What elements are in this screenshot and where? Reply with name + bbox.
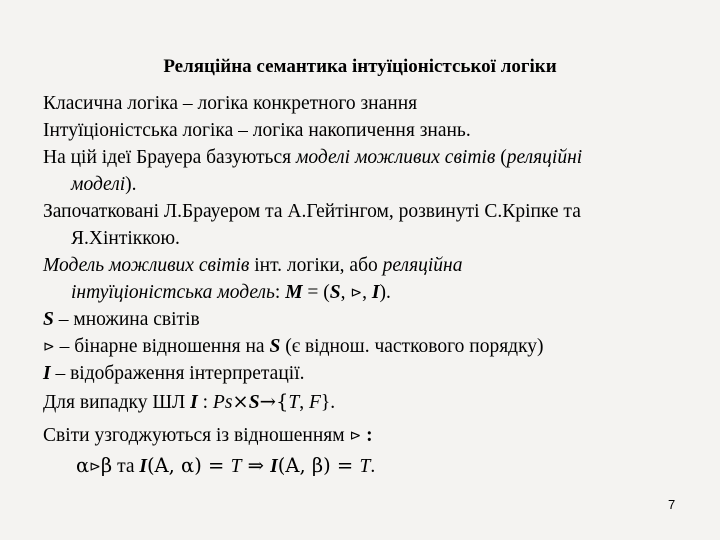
text-span: , bbox=[362, 282, 372, 303]
text-line-3 bbox=[43, 147, 582, 169]
text-line-13 bbox=[43, 425, 373, 447]
text-line-1: Класична логіка – логіка конкретного знання bbox=[43, 93, 418, 114]
symbol-T: T bbox=[359, 456, 371, 477]
symbol-I: I bbox=[190, 392, 198, 413]
text-span: – відображення інтерпретації. bbox=[50, 363, 305, 384]
text-span: }. bbox=[320, 392, 336, 413]
implies-sign: ⇒ bbox=[241, 454, 271, 477]
text-line-6: Я.Хінтіккою. bbox=[71, 228, 180, 249]
text-span: ( bbox=[495, 147, 507, 168]
text-line-12 bbox=[43, 390, 335, 414]
text-line-2: Інтуїціоністська логіка – логіка накопичення знань. bbox=[43, 120, 471, 141]
text-line-10 bbox=[43, 336, 544, 358]
arrow-brace: →{ bbox=[259, 390, 289, 413]
symbol-S: S bbox=[43, 309, 54, 330]
symbol-I: I bbox=[270, 456, 278, 477]
text-span: , bbox=[299, 392, 309, 413]
triangle-relation-icon: ⊳ bbox=[89, 459, 101, 475]
formula-part: (A, β) = bbox=[277, 454, 360, 477]
symbol-alpha: α bbox=[76, 454, 90, 477]
symbol-I: I bbox=[139, 456, 147, 477]
symbol-T: T bbox=[230, 456, 242, 477]
term-relational: реляційні bbox=[506, 147, 583, 168]
formula-part: (A, α) = bbox=[146, 454, 231, 477]
triangle-relation-icon: ⊳ bbox=[349, 428, 362, 444]
symbol-S: S bbox=[329, 282, 341, 303]
symbol-S: S bbox=[248, 392, 260, 413]
text-span: – множина світів bbox=[53, 309, 200, 330]
term-possible-worlds: моделі можливих світів bbox=[295, 147, 496, 168]
term-intuitionistic-model: інтуїціоністська модель bbox=[71, 282, 275, 303]
term-relational-2: реляційна bbox=[382, 255, 463, 276]
text-span: ). bbox=[379, 282, 391, 303]
text-line-7 bbox=[43, 255, 462, 277]
text-span: : bbox=[274, 282, 286, 303]
text-span: . bbox=[370, 456, 376, 477]
symbol-F: F bbox=[308, 392, 321, 413]
slide-title: Реляційна семантика інтуїціоністської логіки bbox=[163, 56, 557, 77]
text-span: та bbox=[112, 456, 140, 477]
text-line-8 bbox=[71, 282, 391, 304]
symbol-I: I bbox=[371, 282, 380, 303]
text-span: Світи узгоджуються із відношенням bbox=[43, 425, 350, 446]
symbol-S: S bbox=[269, 336, 281, 357]
text-span: ). bbox=[125, 174, 137, 195]
triangle-relation-icon: ⊳ bbox=[43, 339, 55, 355]
text-span: = ( bbox=[302, 282, 330, 303]
symbol-Ps: Ps bbox=[212, 392, 233, 413]
symbol-T: T bbox=[288, 392, 300, 413]
text-span: (є віднош. часткового порядку) bbox=[280, 336, 544, 357]
page-number: 7 bbox=[668, 497, 676, 512]
colon: : bbox=[361, 425, 373, 446]
text-span: На цій ідеї Брауера базуються bbox=[43, 147, 296, 168]
text-span: : bbox=[197, 392, 213, 413]
text-line-9 bbox=[43, 309, 200, 331]
term-model-possible-worlds: Модель можливих світів bbox=[43, 255, 250, 276]
triangle-relation-icon: ⊳ bbox=[350, 285, 363, 301]
term-models: моделі bbox=[71, 174, 126, 195]
text-span: Для випадку ШЛ bbox=[43, 392, 191, 413]
text-line-5: Започатковані Л.Брауером та А.Гейтінгом, розвинуті С.Кріпке та bbox=[43, 201, 581, 222]
text-span: інт. логіки, або bbox=[249, 255, 383, 276]
text-span: , bbox=[340, 282, 351, 303]
text-line-14 bbox=[76, 454, 375, 478]
text-line-4 bbox=[71, 174, 137, 196]
symbol-M: M bbox=[285, 282, 303, 303]
symbol-I: I bbox=[43, 363, 51, 384]
text-line-11 bbox=[43, 363, 304, 385]
text-span: – бінарне відношення на bbox=[54, 336, 270, 357]
times-sign: × bbox=[232, 390, 249, 413]
symbol-beta: β bbox=[100, 454, 113, 477]
